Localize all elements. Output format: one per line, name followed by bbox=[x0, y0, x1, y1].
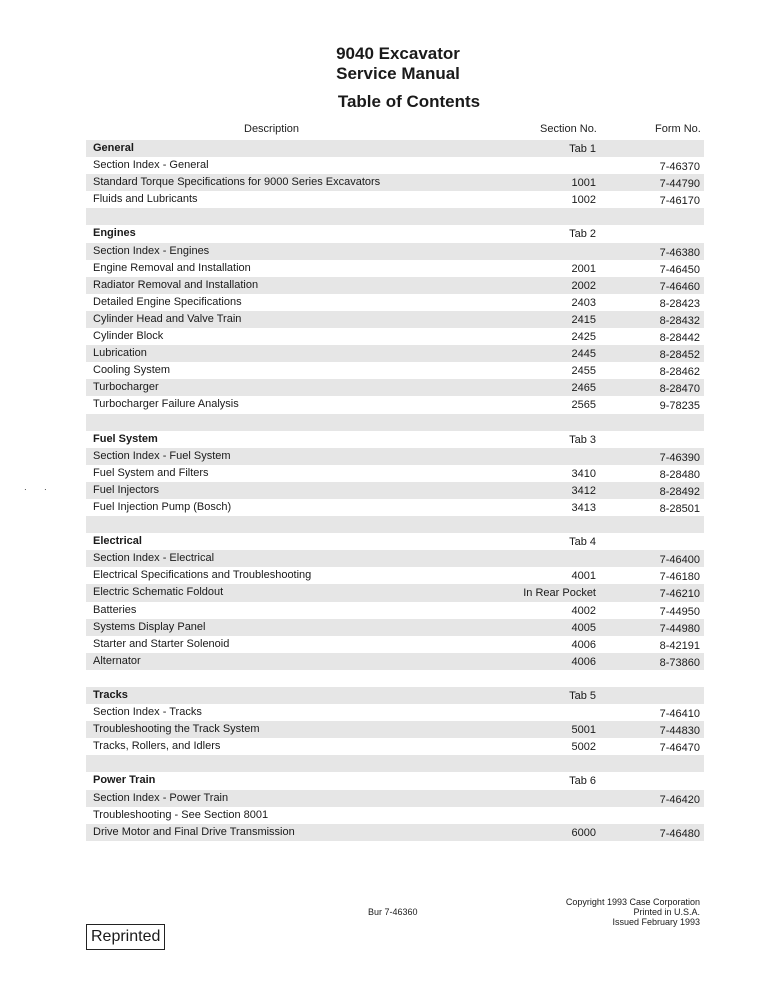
entry-form-number: 8-28492 bbox=[659, 485, 700, 498]
entry-form-number: 8-42191 bbox=[659, 639, 700, 652]
entry-section-number: 4005 bbox=[571, 621, 596, 634]
entry-section-number: 2445 bbox=[571, 348, 596, 361]
toc-row bbox=[86, 602, 704, 619]
entry-form-number: 8-28432 bbox=[659, 314, 700, 327]
entry-section-number: 4001 bbox=[571, 570, 596, 583]
margin-mark: ∙ bbox=[24, 484, 27, 494]
entry-description: Drive Motor and Final Drive Transmission bbox=[93, 825, 295, 838]
entry-form-number: 8-28501 bbox=[659, 502, 700, 515]
entry-section-number: 2001 bbox=[571, 262, 596, 275]
entry-section-number: 2465 bbox=[571, 382, 596, 395]
entry-description: Fuel Injectors bbox=[93, 483, 160, 496]
entry-form-number: 7-46370 bbox=[659, 161, 700, 174]
section-tab: Tab 4 bbox=[569, 536, 596, 549]
printed-line: Printed in U.S.A. bbox=[633, 907, 700, 917]
section-name: Fuel System bbox=[93, 432, 158, 445]
entry-section-number: 6000 bbox=[571, 826, 596, 839]
entry-description: Fuel System and Filters bbox=[93, 466, 209, 479]
section-tab: Tab 5 bbox=[569, 690, 596, 702]
entry-form-number: 7-46170 bbox=[659, 195, 700, 208]
toc-row bbox=[86, 790, 704, 807]
section-tab: Tab 2 bbox=[569, 228, 596, 241]
reprinted-stamp: Reprinted bbox=[86, 924, 165, 950]
entry-section-number: 4006 bbox=[571, 638, 596, 651]
toc-row bbox=[86, 567, 704, 584]
toc-row bbox=[86, 277, 704, 294]
entry-section-number: 4002 bbox=[571, 604, 596, 617]
entry-description: Electrical Specifications and Troubleshooting bbox=[93, 569, 312, 582]
toc-row bbox=[86, 738, 704, 755]
entry-description: Section Index - Electrical bbox=[93, 552, 215, 565]
entry-description: Troubleshooting - See Section 8001 bbox=[93, 808, 269, 821]
section-tab: Tab 6 bbox=[569, 775, 596, 788]
section-spacer bbox=[86, 516, 704, 533]
column-header-form: Form No. bbox=[655, 123, 701, 135]
entry-form-number: 8-28462 bbox=[659, 366, 700, 379]
column-header-section: Section No. bbox=[540, 123, 597, 135]
entry-description: Troubleshooting the Track System bbox=[93, 723, 260, 736]
entry-description: Section Index - Tracks bbox=[93, 706, 202, 719]
entry-form-number: 8-73860 bbox=[659, 656, 700, 669]
entry-section-number: 2565 bbox=[571, 399, 596, 412]
toc-row bbox=[86, 396, 704, 413]
entry-description: Alternator bbox=[93, 654, 141, 667]
toc-row bbox=[86, 704, 704, 721]
entry-form-number: 7-44950 bbox=[659, 605, 700, 618]
entry-form-number: 7-46470 bbox=[659, 742, 700, 755]
section-name: Power Train bbox=[93, 774, 156, 787]
section-spacer bbox=[86, 755, 704, 772]
toc-row bbox=[86, 243, 704, 260]
entry-section-number: 3413 bbox=[571, 501, 596, 514]
entry-description: Lubrication bbox=[93, 347, 147, 360]
entry-description: Batteries bbox=[93, 603, 137, 616]
section-tab: Tab 1 bbox=[569, 143, 596, 155]
section-header-row bbox=[86, 687, 704, 704]
entry-description: Engine Removal and Installation bbox=[93, 261, 251, 274]
entry-description: Cooling System bbox=[93, 364, 171, 377]
entry-description: Electric Schematic Foldout bbox=[93, 586, 224, 599]
entry-section-number: 1001 bbox=[571, 177, 596, 190]
entry-form-number: 8-28470 bbox=[659, 383, 700, 396]
toc-row bbox=[86, 824, 704, 841]
copyright-block bbox=[566, 897, 700, 927]
entry-description: Section Index - Fuel System bbox=[93, 449, 231, 462]
section-spacer bbox=[86, 414, 704, 431]
toc-row bbox=[86, 345, 704, 362]
toc-row bbox=[86, 191, 704, 208]
title-block bbox=[0, 44, 774, 84]
entry-form-number: 7-46380 bbox=[659, 246, 700, 259]
entry-section-number: In Rear Pocket bbox=[523, 587, 596, 600]
entry-form-number: 7-46210 bbox=[659, 588, 700, 601]
entry-section-number: 2002 bbox=[571, 279, 596, 292]
document-subtitle: Service Manual bbox=[336, 64, 460, 83]
toc-row bbox=[86, 157, 704, 174]
toc-row bbox=[86, 550, 704, 567]
section-header-row bbox=[86, 140, 704, 157]
entry-form-number: 8-28452 bbox=[659, 349, 700, 362]
entry-description: Section Index - General bbox=[93, 159, 209, 172]
entry-form-number: 7-44980 bbox=[659, 622, 700, 635]
section-header-row bbox=[86, 533, 704, 550]
entry-form-number: 8-28480 bbox=[659, 468, 700, 481]
toc-row bbox=[86, 379, 704, 396]
entry-section-number: 3412 bbox=[571, 484, 596, 497]
toc-row bbox=[86, 174, 704, 191]
toc-row bbox=[86, 584, 704, 601]
entry-form-number: 7-46390 bbox=[659, 451, 700, 464]
column-header-description: Description bbox=[244, 123, 300, 135]
toc-table bbox=[86, 140, 704, 841]
section-tab: Tab 3 bbox=[569, 433, 596, 446]
entry-form-number: 7-46400 bbox=[659, 554, 700, 567]
entry-form-number: 8-28442 bbox=[659, 332, 700, 345]
entry-section-number: 2415 bbox=[571, 313, 596, 326]
entry-form-number: 7-46180 bbox=[659, 571, 700, 584]
section-spacer bbox=[86, 208, 704, 225]
entry-description: Cylinder Head and Valve Train bbox=[93, 312, 242, 325]
entry-description: Systems Display Panel bbox=[93, 620, 206, 633]
toc-row bbox=[86, 499, 704, 516]
toc-row bbox=[86, 362, 704, 379]
entry-form-number: 7-46460 bbox=[659, 280, 700, 293]
entry-description: Detailed Engine Specifications bbox=[93, 295, 242, 308]
toc-row bbox=[86, 807, 704, 824]
entry-form-number: 7-44830 bbox=[659, 725, 700, 738]
entry-form-number: 7-46450 bbox=[659, 263, 700, 276]
entry-section-number: 2403 bbox=[571, 296, 596, 309]
document-title: 9040 Excavator bbox=[336, 44, 460, 63]
toc-row bbox=[86, 328, 704, 345]
entry-description: Turbocharger Failure Analysis bbox=[93, 398, 239, 411]
issued-line: Issued February 1993 bbox=[612, 917, 700, 927]
entry-description: Turbocharger bbox=[93, 381, 159, 394]
toc-row bbox=[86, 619, 704, 636]
entry-description: Starter and Starter Solenoid bbox=[93, 637, 230, 650]
entry-section-number: 4006 bbox=[571, 655, 596, 668]
copyright-line: Copyright 1993 Case Corporation bbox=[565, 897, 700, 907]
section-header-row bbox=[86, 772, 704, 789]
entry-section-number: 5001 bbox=[571, 724, 596, 737]
entry-form-number: 7-46480 bbox=[659, 827, 700, 840]
entry-description: Standard Torque Specifications for 9000 Series Excavators bbox=[93, 176, 381, 189]
toc-row bbox=[86, 636, 704, 653]
toc-row bbox=[86, 448, 704, 465]
entry-form-number: 9-78235 bbox=[659, 400, 700, 413]
section-name: Electrical bbox=[93, 535, 142, 548]
toc-row bbox=[86, 465, 704, 482]
entry-form-number: 8-28423 bbox=[659, 297, 700, 310]
entry-description: Section Index - Engines bbox=[93, 244, 210, 257]
section-header-row bbox=[86, 225, 704, 242]
entry-section-number: 3410 bbox=[571, 467, 596, 480]
section-name: Engines bbox=[93, 227, 136, 240]
entry-description: Fuel Injection Pump (Bosch) bbox=[93, 500, 232, 513]
entry-description: Section Index - Power Train bbox=[93, 791, 229, 804]
section-name: Tracks bbox=[93, 689, 128, 701]
entry-form-number: 7-46410 bbox=[659, 708, 700, 721]
section-header-row bbox=[86, 431, 704, 448]
entry-section-number: 2425 bbox=[571, 331, 596, 344]
entry-description: Fluids and Lubricants bbox=[93, 193, 198, 206]
entry-description: Tracks, Rollers, and Idlers bbox=[93, 740, 221, 753]
entry-form-number: 7-44790 bbox=[659, 178, 700, 191]
entry-description: Radiator Removal and Installation bbox=[93, 278, 259, 291]
toc-row bbox=[86, 311, 704, 328]
entry-section-number: 5002 bbox=[571, 741, 596, 754]
form-code: Bur 7-46360 bbox=[368, 907, 418, 917]
section-name: General bbox=[93, 142, 134, 154]
entry-description: Cylinder Block bbox=[93, 330, 164, 343]
toc-heading: Table of Contents bbox=[337, 92, 481, 111]
section-spacer bbox=[86, 670, 704, 687]
toc-row bbox=[86, 482, 704, 499]
toc-row bbox=[86, 653, 704, 670]
toc-row bbox=[86, 260, 704, 277]
entry-section-number: 1002 bbox=[571, 194, 596, 207]
toc-row bbox=[86, 294, 704, 311]
toc-row bbox=[86, 721, 704, 738]
margin-mark: ∙ bbox=[44, 484, 47, 494]
entry-section-number: 2455 bbox=[571, 365, 596, 378]
entry-form-number: 7-46420 bbox=[659, 793, 700, 806]
